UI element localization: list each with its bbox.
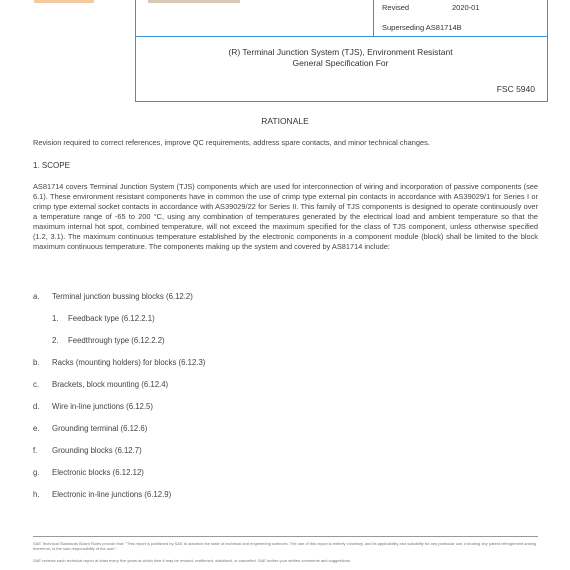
list-item: Feedthrough type (6.12.2.2) <box>68 336 165 345</box>
title-box <box>135 36 548 102</box>
list-marker: g. <box>33 468 40 477</box>
document-title: (R) Terminal Junction System (TJS), Environment Resistant <box>228 47 453 57</box>
list-marker: f. <box>33 446 38 455</box>
list-marker: e. <box>33 424 40 433</box>
list-marker: 2. <box>52 336 59 345</box>
list-marker: h. <box>33 490 40 499</box>
footer-note: SAE Technical Standards Board Rules provide that: "This report is published by SAE to advance the state of technical and engineering sciences. The use of this report is entirely voluntary, and its applicability and suitability for any particular use, including any patent infringement arising therefrom, is the sole responsibility of the user." <box>33 541 537 551</box>
list-marker: d. <box>33 402 40 411</box>
logo-fragment <box>34 0 94 3</box>
footer-rule <box>33 536 538 537</box>
scope-heading: 1. SCOPE <box>33 161 70 170</box>
header-box <box>135 0 548 37</box>
superseding-text: Superseding AS81714B <box>382 23 462 32</box>
list-marker: a. <box>33 292 40 301</box>
list-item: Electronic in-line junctions (6.12.9) <box>52 490 172 499</box>
list-marker: c. <box>33 380 40 389</box>
list-marker: 1. <box>52 314 59 323</box>
list-item: Terminal junction bussing blocks (6.12.2) <box>52 292 193 301</box>
scope-paragraph: AS81714 covers Terminal Junction System (TJS) components which are used for interconnection of wiring and incorporation of passive components (see 6.1). These environment resistant components have in common the use of crimp type external pin contacts in accordance with AS39029/1 for Series I or crimp type external socket contacts in accordance with AS39029/22 for Series II. This family of TJS components is designed to operate continuously over a temperature range of -65 to 200 °C, using any combination of temperatures generated by the electrical load and ambient temperature so that the maximum internal hot spot, combined temperature, will not exceed the maximum specified for the class of TJS component, unless otherwise specified (1.2, 3.1). The maximum continuous temperature established by the electronic components in a component module (block) shall be limited to the block maximum continuous temperature. The components making up the system and covered by AS81714 include: <box>33 182 538 251</box>
revised-date: 2020-01 <box>452 3 480 12</box>
list-item: Racks (mounting holders) for blocks (6.12.3) <box>52 358 206 367</box>
list-item: Grounding terminal (6.12.6) <box>52 424 148 433</box>
list-item: Feedback type (6.12.2.1) <box>68 314 155 323</box>
document-subtitle: General Specification For <box>292 58 389 68</box>
rationale-text: Revision required to correct references, improve QC requirements, address spare contacts, and minor technical changes. <box>33 138 430 147</box>
list-item: Grounding blocks (6.12.7) <box>52 446 142 455</box>
header-divider <box>373 0 374 37</box>
list-item: Electronic blocks (6.12.12) <box>52 468 144 477</box>
revised-label: Revised <box>382 3 410 12</box>
list-item: Brackets, block mounting (6.12.4) <box>52 380 169 389</box>
rationale-heading: RATIONALE <box>261 116 309 126</box>
footer-note-2: SAE reviews each technical report at least every five years at which time it may be revised, reaffirmed, stabilized, or cancelled. SAE invites your written comments and suggestions. <box>33 558 352 563</box>
list-marker: b. <box>33 358 40 367</box>
fsc-code: FSC 5940 <box>496 84 535 94</box>
list-item: Wire in-line junctions (6.12.5) <box>52 402 153 411</box>
